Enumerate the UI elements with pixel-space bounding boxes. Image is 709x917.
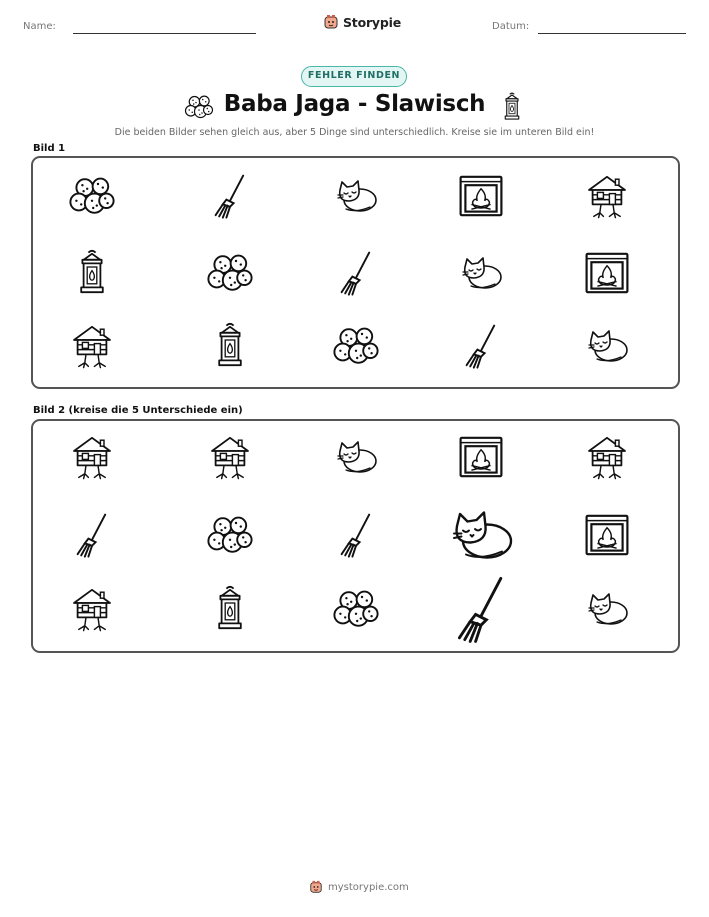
worksheet-type-badge: FEHLER FINDEN	[301, 66, 407, 87]
lantern-icon[interactable]	[206, 585, 254, 633]
berries-icon	[68, 172, 116, 220]
hut-icon[interactable]	[583, 433, 631, 481]
fireplace-icon	[457, 172, 505, 220]
berries-icon[interactable]	[332, 585, 380, 633]
footer	[309, 880, 409, 894]
name-field[interactable]	[73, 33, 256, 34]
fireplace-icon	[583, 249, 631, 297]
brand-logo	[323, 14, 401, 30]
date-label: Datum:	[492, 21, 530, 32]
hut-icon[interactable]	[68, 585, 116, 633]
berries-icon	[332, 322, 380, 370]
footer-url: mystorypie.com	[328, 881, 409, 893]
broom-icon[interactable]	[68, 511, 116, 559]
cat-icon	[583, 322, 631, 370]
cat-icon	[457, 249, 505, 297]
brand-name: Storypie	[343, 14, 401, 30]
hut-icon	[68, 322, 116, 370]
broom-icon[interactable]	[332, 511, 380, 559]
date-field[interactable]	[538, 33, 686, 34]
worksheet-title: Baba Jaga - Slawisch	[223, 91, 486, 117]
lantern-icon	[497, 92, 527, 122]
storypie-mascot-icon	[309, 880, 323, 894]
cat-icon	[332, 172, 380, 220]
cat-icon[interactable]	[445, 499, 517, 571]
berries-icon	[206, 249, 254, 297]
cat-icon[interactable]	[332, 433, 380, 481]
broom-icon	[457, 322, 505, 370]
hut-icon[interactable]	[206, 433, 254, 481]
picture-2-label: Bild 2 (kreise die 5 Unterschiede ein)	[33, 405, 243, 416]
instructions: Die beiden Bilder sehen gleich aus, aber 5 Dinge sind unterschiedlich. Kreise sie im unteren Bild ein!	[114, 127, 595, 138]
fireplace-icon[interactable]	[583, 511, 631, 559]
lantern-icon	[206, 322, 254, 370]
lantern-icon	[68, 249, 116, 297]
cat-icon[interactable]	[583, 585, 631, 633]
fireplace-icon[interactable]	[457, 433, 505, 481]
hut-icon[interactable]	[68, 433, 116, 481]
picture-1-label: Bild 1	[33, 143, 66, 154]
hut-icon	[583, 172, 631, 220]
broom-icon[interactable]	[445, 573, 517, 645]
name-label: Name:	[23, 21, 56, 32]
storypie-mascot-icon	[323, 14, 339, 30]
broom-icon	[332, 249, 380, 297]
broom-icon	[206, 172, 254, 220]
berries-icon[interactable]	[206, 511, 254, 559]
